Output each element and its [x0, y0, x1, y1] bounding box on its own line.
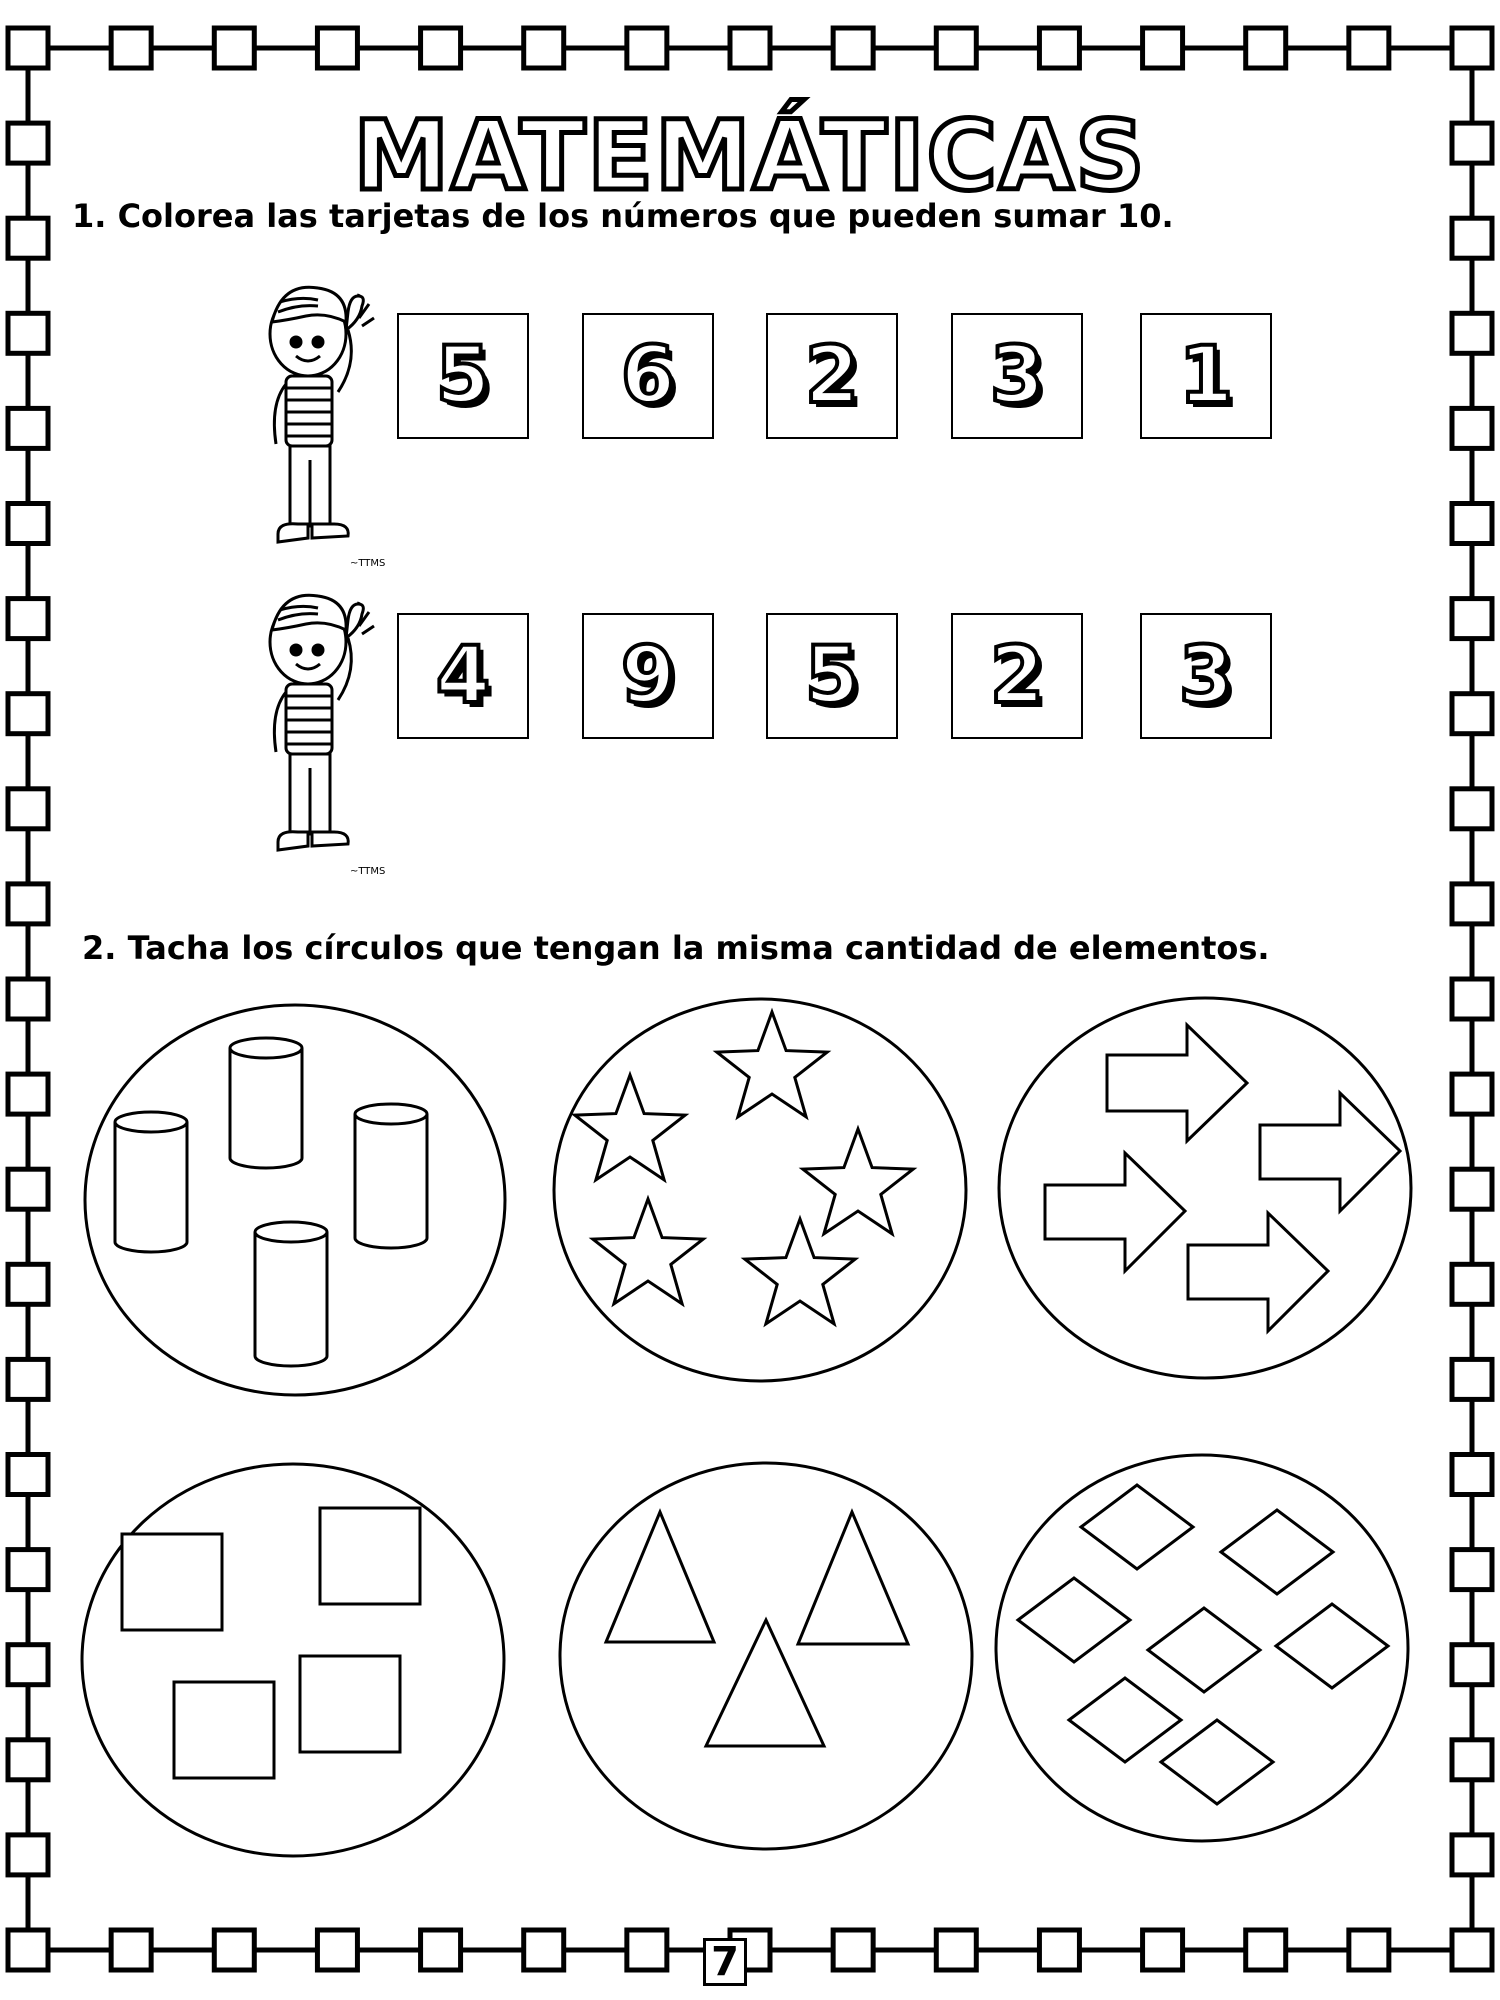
chain-link: [8, 313, 48, 353]
number-card[interactable]: [951, 313, 1083, 439]
chain-link: [8, 789, 48, 829]
svg-text:~TTMS: ~TTMS: [350, 558, 386, 569]
card-number: 9: [620, 631, 676, 721]
chain-link: [1452, 1264, 1492, 1304]
svg-text:~TTMS: ~TTMS: [350, 866, 386, 877]
number-card[interactable]: [951, 613, 1083, 739]
chain-link: [1452, 1074, 1492, 1114]
chain-link: [627, 28, 667, 68]
chain-link: [1452, 789, 1492, 829]
number-card[interactable]: [1140, 613, 1272, 739]
chain-link: [524, 1930, 564, 1970]
chain-link: [8, 28, 48, 68]
number-card[interactable]: [1140, 313, 1272, 439]
chain-link: [214, 1930, 254, 1970]
chain-link: [1452, 313, 1492, 353]
chain-link: [936, 28, 976, 68]
chain-link: [1246, 28, 1286, 68]
chain-link: [8, 1169, 48, 1209]
card-number: 5: [804, 631, 860, 721]
chain-link: [8, 979, 48, 1019]
chain-link: [8, 504, 48, 544]
chain-link: [8, 694, 48, 734]
chain-link: [1039, 28, 1079, 68]
chain-link: [1246, 1930, 1286, 1970]
worksheet-title: MATEMÁTICAS: [353, 100, 1147, 212]
chain-link: [8, 1645, 48, 1685]
chain-link: [8, 218, 48, 258]
chain-link: [627, 1930, 667, 1970]
card-number: 1: [1178, 331, 1234, 421]
chain-link: [1452, 694, 1492, 734]
square-icon: [174, 1682, 274, 1778]
chain-link: [8, 408, 48, 448]
chain-link: [1452, 1835, 1492, 1875]
square-icon: [300, 1656, 400, 1752]
waving-boy-icon: [258, 272, 386, 572]
squares-circle[interactable]: [78, 1460, 508, 1860]
chain-link: [8, 1550, 48, 1590]
chain-link: [1452, 1740, 1492, 1780]
chain-link: [1452, 979, 1492, 1019]
card-number: 4: [435, 631, 491, 721]
chain-link: [111, 28, 151, 68]
chain-link: [1452, 504, 1492, 544]
number-card[interactable]: [582, 313, 714, 439]
card-number: 3: [1178, 631, 1234, 721]
number-card[interactable]: [766, 613, 898, 739]
chain-link: [1452, 218, 1492, 258]
chain-link: [1452, 599, 1492, 639]
chain-link: [8, 1930, 48, 1970]
triangles-circle[interactable]: [556, 1458, 976, 1853]
chain-link: [8, 884, 48, 924]
chain-link: [833, 1930, 873, 1970]
card-number: 3: [989, 331, 1045, 421]
chain-link: [8, 1455, 48, 1495]
card-number: 6: [620, 331, 676, 421]
chain-link: [1452, 1455, 1492, 1495]
chain-link: [8, 1074, 48, 1114]
chain-link: [524, 28, 564, 68]
chain-link: [1452, 1645, 1492, 1685]
chain-link: [1349, 1930, 1389, 1970]
cylinders-circle[interactable]: [80, 1000, 510, 1400]
card-number: 5: [435, 331, 491, 421]
number-card[interactable]: [582, 613, 714, 739]
stars-circle[interactable]: [550, 995, 970, 1385]
question2-instruction: 2. Tacha los círculos que tengan la misma cantidad de elementos.: [82, 929, 1270, 967]
chain-link: [1039, 1930, 1079, 1970]
chain-link: [936, 1930, 976, 1970]
chain-link: [111, 1930, 151, 1970]
square-icon: [122, 1534, 222, 1630]
chain-link: [421, 28, 461, 68]
chain-link: [214, 28, 254, 68]
chain-link: [1452, 28, 1492, 68]
cylinder-icon: [255, 1222, 327, 1366]
cylinder-icon: [115, 1112, 187, 1252]
chain-link: [8, 1359, 48, 1399]
chain-link: [1452, 1169, 1492, 1209]
number-card[interactable]: [397, 613, 529, 739]
chain-link: [1349, 28, 1389, 68]
square-icon: [320, 1508, 420, 1604]
chain-link: [8, 1740, 48, 1780]
chain-link: [1452, 1359, 1492, 1399]
chain-link: [8, 1264, 48, 1304]
chain-link: [8, 599, 48, 639]
chain-link: [317, 28, 357, 68]
chain-link: [833, 28, 873, 68]
chain-link: [421, 1930, 461, 1970]
cylinder-icon: [355, 1104, 427, 1248]
chain-link: [8, 1835, 48, 1875]
chain-link: [730, 28, 770, 68]
chain-link: [1143, 1930, 1183, 1970]
cylinder-icon: [230, 1038, 302, 1168]
chain-link: [317, 1930, 357, 1970]
chain-link: [1452, 408, 1492, 448]
card-number: 2: [804, 331, 860, 421]
card-number: 2: [989, 631, 1045, 721]
arrows-circle[interactable]: [995, 993, 1415, 1383]
diamonds-circle[interactable]: [992, 1450, 1412, 1845]
chain-link: [1452, 1550, 1492, 1590]
chain-link: [1143, 28, 1183, 68]
page-number: 7: [703, 1938, 747, 1986]
chain-link: [1452, 1930, 1492, 1970]
number-card[interactable]: [397, 313, 529, 439]
number-card[interactable]: [766, 313, 898, 439]
chain-link: [1452, 884, 1492, 924]
question1-instruction: 1. Colorea las tarjetas de los números que pueden sumar 10.: [72, 197, 1174, 235]
waving-boy-icon: [258, 580, 386, 880]
